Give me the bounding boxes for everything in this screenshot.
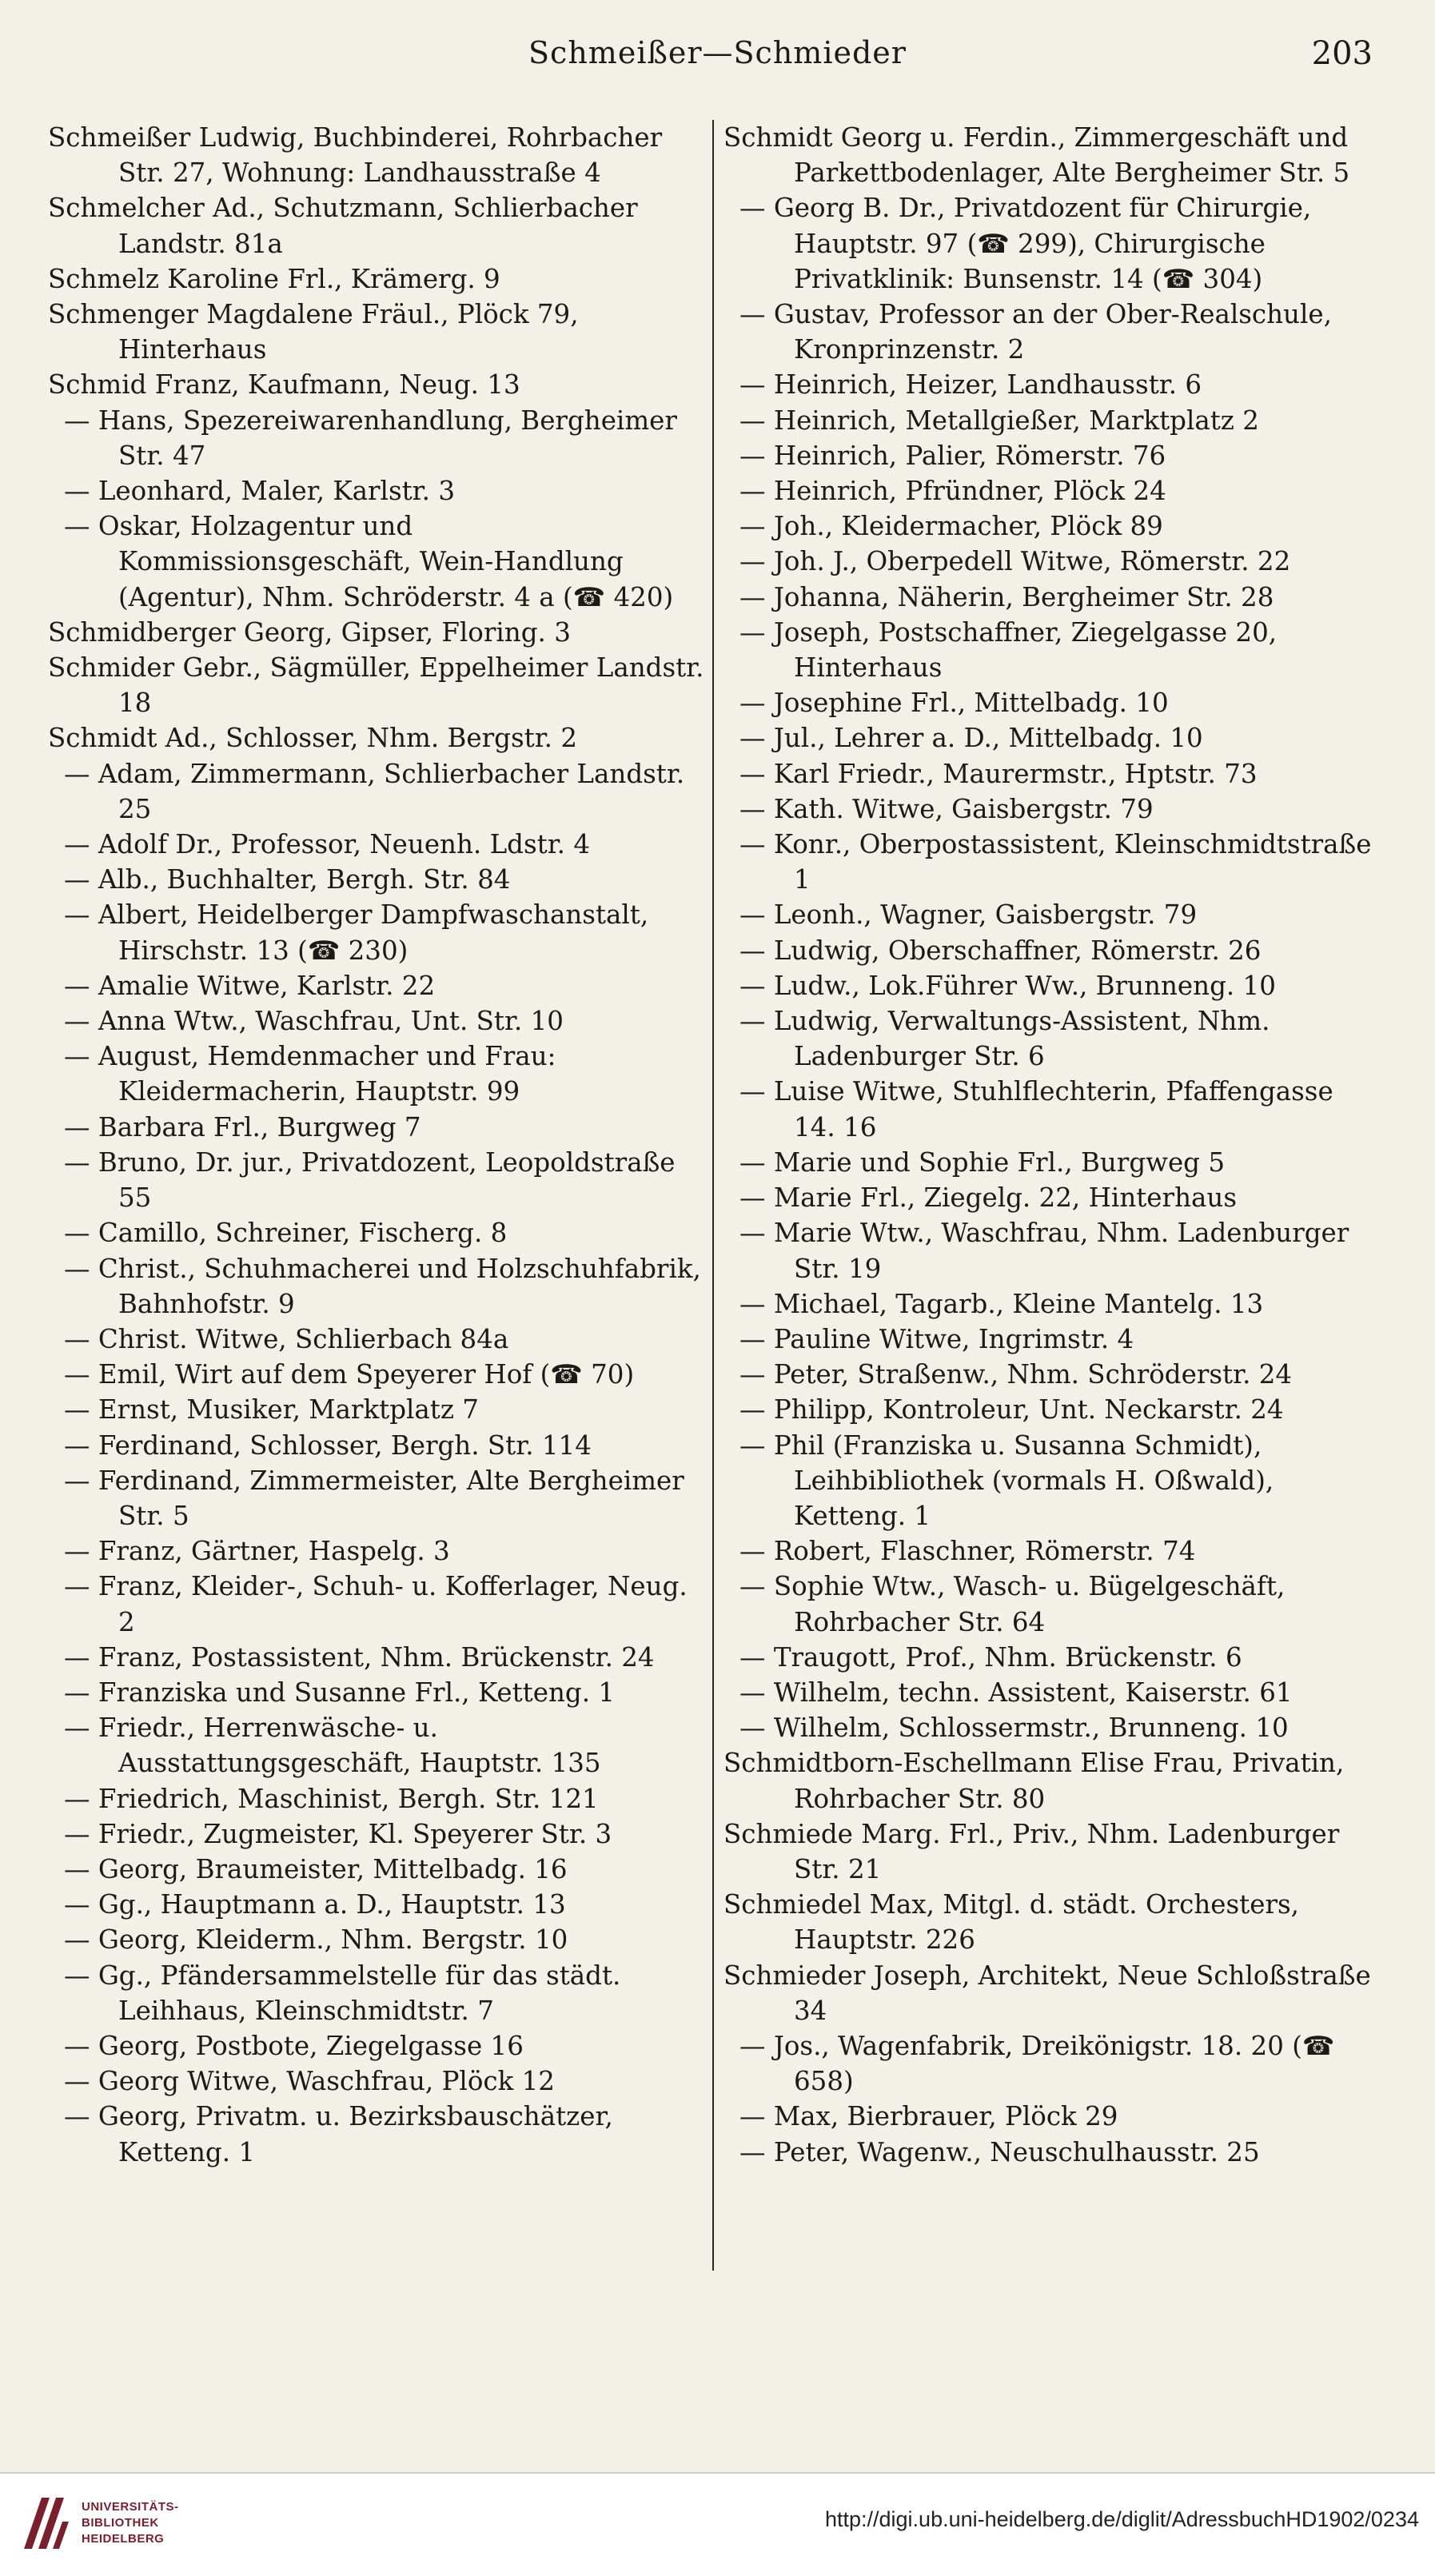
directory-entry: — Franz, Kleider-, Schuh- u. Kofferlager, Neug. 2 [64, 1571, 688, 1637]
directory-entry: — Heinrich, Palier, Römerstr. 76 [739, 440, 1166, 471]
directory-entry: — Josephine Frl., Mittelbadg. 10 [739, 688, 1169, 719]
directory-entry: — Camillo, Schreiner, Fischerg. 8 [64, 1218, 508, 1249]
directory-entry: — Ferdinand, Schlosser, Bergh. Str. 114 [64, 1430, 592, 1461]
directory-entry: — Emil, Wirt auf dem Speyerer Hof (☎ 70) [64, 1359, 635, 1390]
directory-entry: — Leonh., Wagner, Gaisbergstr. 79 [739, 899, 1198, 931]
page-number: 203 [1311, 35, 1373, 72]
directory-entry: — Barbara Frl., Burgweg 7 [64, 1111, 421, 1142]
directory-entry: — Joh. J., Oberpedell Witwe, Römerstr. 22 [739, 546, 1291, 577]
directory-entry: — Christ., Schuhmacherei und Holzschuhfabrik, Bahnhofstr. 9 [64, 1253, 701, 1319]
directory-entry: — Georg B. Dr., Privatdozent für Chirurgie, Hauptstr. 97 (☎ 299), Chirurgische Privatklinik: Bunsenstr. 14 (☎ 304) [739, 193, 1312, 294]
directory-entry: — Friedr., Zugmeister, Kl. Speyerer Str. 3 [64, 1818, 612, 1849]
directory-entry: — Peter, Straßenw., Nhm. Schröderstr. 24 [739, 1359, 1293, 1390]
directory-entry: — Friedrich, Maschinist, Bergh. Str. 121 [64, 1783, 599, 1814]
directory-entry: — Jul., Lehrer a. D., Mittelbadg. 10 [739, 723, 1203, 754]
logo-line-1: UNIVERSITÄTS- [82, 2500, 179, 2514]
directory-entry: — Friedr., Herrenwäsche- u. Ausstattungsgeschäft, Hauptstr. 135 [64, 1713, 601, 1779]
running-title: Schmeißer—Schmieder [528, 35, 907, 70]
directory-entry: — Franziska und Susanne Frl., Ketteng. 1 [64, 1677, 616, 1708]
page-header [0, 35, 1435, 83]
directory-entry: — Luise Witwe, Stuhlflechterin, Pfaffengasse 14. 16 [739, 1076, 1333, 1142]
directory-entry: — Philipp, Kontroleur, Unt. Neckarstr. 24 [739, 1394, 1284, 1426]
directory-entry: — Ludwig, Verwaltungs-Assistent, Nhm. Ladenburger Str. 6 [739, 1006, 1270, 1072]
directory-entry: — Bruno, Dr. jur., Privatdozent, Leopoldstraße 55 [64, 1146, 676, 1214]
directory-entry: — Joh., Kleidermacher, Plöck 89 [739, 511, 1163, 542]
directory-entry: — Joseph, Postschaffner, Ziegelgasse 20, Hinterhaus [739, 616, 1278, 684]
directory-entry: — Franz, Postassistent, Nhm. Brückenstr. 24 [64, 1641, 655, 1673]
directory-entry: — Max, Bierbrauer, Plöck 29 [739, 2101, 1118, 2132]
directory-entry: — Phil (Franziska u. Susanna Schmidt), Leihbibliothek (vormals H. Oßwald), Ketteng. 1 [739, 1430, 1274, 1531]
directory-entry: Schmeißer Ludwig, Buchbinderei, Rohrbacher Str. 27, Wohnung: Landhausstraße 4 [48, 122, 663, 189]
directory-entry: — Georg, Braumeister, Mittelbadg. 16 [64, 1853, 568, 1884]
directory-entry: Schmidt Ad., Schlosser, Nhm. Bergstr. 2 [48, 723, 577, 754]
directory-entry: — Wilhelm, Schlossermstr., Brunneng. 10 [739, 1713, 1289, 1744]
directory-entry: — Hans, Spezereiwarenhandlung, Bergheimer Str. 47 [64, 405, 677, 471]
library-emblem-icon [18, 2491, 74, 2555]
directory-entry: — Oskar, Holzagentur und Kommissionsgeschäft, Wein-Handlung (Agentur), Nhm. Schröderstr. 4 a (☎ 420) [64, 511, 674, 612]
directory-entry: — Albert, Heidelberger Dampfwaschanstalt, Hirschstr. 13 (☎ 230) [64, 899, 649, 966]
directory-entry: — Adam, Zimmermann, Schlierbacher Landstr. 25 [64, 758, 685, 824]
right-column [723, 120, 1375, 2170]
left-column [48, 120, 708, 2170]
source-url-link[interactable]: http://digi.ub.uni-heidelberg.de/diglit/AdressbuchHD1902/0234 [824, 2507, 1419, 2531]
directory-entry: Schmider Gebr., Sägmüller, Eppelheimer Landstr. 18 [48, 652, 704, 719]
footer-bar [0, 2472, 1435, 2576]
directory-entry: — Amalie Witwe, Karlstr. 22 [64, 970, 436, 1001]
directory-entry: — Ludwig, Oberschaffner, Römerstr. 26 [739, 935, 1262, 966]
directory-entry: — Adolf Dr., Professor, Neuenh. Ldstr. 4 [64, 829, 591, 860]
directory-entry: — Johanna, Näherin, Bergheimer Str. 28 [739, 581, 1274, 612]
directory-entry: — Wilhelm, techn. Assistent, Kaiserstr. 61 [739, 1677, 1293, 1708]
directory-entry: — Marie Frl., Ziegelg. 22, Hinterhaus [739, 1182, 1237, 1214]
directory-entry: — Gg., Pfändersammelstelle für das städt. Leihhaus, Kleinschmidtstr. 7 [64, 1960, 621, 2026]
directory-entry: — Alb., Buchhalter, Bergh. Str. 84 [64, 864, 511, 895]
directory-entry: — Jos., Wagenfabrik, Dreikönigstr. 18. 20 (☎ 658) [739, 2030, 1335, 2097]
directory-entry: — Marie Wtw., Waschfrau, Nhm. Ladenburger Str. 19 [739, 1218, 1349, 1284]
directory-entry: — August, Hemdenmacher und Frau: Kleidermacherin, Hauptstr. 99 [64, 1041, 556, 1107]
logo-line-3: HEIDELBERG [82, 2532, 165, 2546]
directory-entry: — Georg, Postbote, Ziegelgasse 16 [64, 2030, 524, 2061]
directory-entry: — Christ. Witwe, Schlierbach 84a [64, 1323, 509, 1354]
library-logo[interactable] [18, 2491, 257, 2558]
directory-entry: — Gustav, Professor an der Ober-Realschule, Kronprinzenstr. 2 [739, 299, 1332, 365]
directory-entry: — Sophie Wtw., Wasch- u. Bügelgeschäft, Rohrbacher Str. 64 [739, 1571, 1286, 1637]
directory-entry: Schmidtborn-Eschellmann Elise Frau, Privatin, Rohrbacher Str. 80 [723, 1748, 1345, 1814]
directory-entry: Schmid Franz, Kaufmann, Neug. 13 [48, 369, 520, 401]
directory-entry: — Heinrich, Heizer, Landhausstr. 6 [739, 369, 1202, 401]
directory-entry: — Leonhard, Maler, Karlstr. 3 [64, 476, 455, 507]
logo-line-2: BIBLIOTHEK [82, 2516, 159, 2530]
directory-entry: — Marie und Sophie Frl., Burgweg 5 [739, 1146, 1225, 1178]
directory-entry: — Ferdinand, Zimmermeister, Alte Bergheimer Str. 5 [64, 1465, 684, 1531]
library-name [82, 2499, 179, 2547]
directory-entry: — Anna Wtw., Waschfrau, Unt. Str. 10 [64, 1006, 564, 1037]
directory-entry: — Peter, Wagenw., Neuschulhausstr. 25 [739, 2136, 1260, 2167]
directory-entry: — Georg Witwe, Waschfrau, Plöck 12 [64, 2066, 555, 2097]
directory-entry: — Georg, Privatm. u. Bezirksbauschätzer, Ketteng. 1 [64, 2101, 613, 2167]
directory-entry: — Michael, Tagarb., Kleine Mantelg. 13 [739, 1288, 1264, 1319]
directory-entry: Schmiede Marg. Frl., Priv., Nhm. Ladenburger Str. 21 [723, 1818, 1340, 1884]
directory-entry: Schmelz Karoline Frl., Krämerg. 9 [48, 263, 500, 294]
directory-entry: — Traugott, Prof., Nhm. Brückenstr. 6 [739, 1641, 1242, 1673]
directory-entry: — Kath. Witwe, Gaisbergstr. 79 [739, 793, 1154, 824]
directory-entry: — Pauline Witwe, Ingrimstr. 4 [739, 1323, 1134, 1354]
directory-entry: Schmenger Magdalene Fräul., Plöck 79, Hinterhaus [48, 299, 579, 365]
directory-entry: — Ludw., Lok.Führer Ww., Brunneng. 10 [739, 970, 1276, 1001]
directory-entry: — Ernst, Musiker, Marktplatz 7 [64, 1394, 479, 1426]
directory-entry: Schmelcher Ad., Schutzmann, Schlierbacher Landstr. 81a [48, 193, 638, 259]
directory-entry: Schmieder Joseph, Architekt, Neue Schloßstraße 34 [723, 1960, 1371, 2026]
directory-entry: — Gg., Hauptmann a. D., Hauptstr. 13 [64, 1889, 566, 1920]
directory-entry: — Konr., Oberpostassistent, Kleinschmidtstraße 1 [739, 829, 1372, 895]
directory-entry: Schmidt Georg u. Ferdin., Zimmergeschäft und Parkettbodenlager, Alte Bergheimer Str. 5 [723, 122, 1350, 189]
directory-entry: — Franz, Gärtner, Haspelg. 3 [64, 1536, 450, 1567]
directory-entry: Schmidberger Georg, Gipser, Floring. 3 [48, 616, 571, 648]
directory-entry: — Georg, Kleiderm., Nhm. Bergstr. 10 [64, 1924, 568, 1956]
directory-entry: — Robert, Flaschner, Römerstr. 74 [739, 1536, 1196, 1567]
directory-entry: Schmiedel Max, Mitgl. d. städt. Orchesters, Hauptstr. 226 [723, 1889, 1300, 1956]
directory-entry: — Heinrich, Pfründner, Plöck 24 [739, 476, 1166, 507]
column-divider [712, 120, 714, 2271]
directory-entry: — Heinrich, Metallgießer, Marktplatz 2 [739, 405, 1259, 436]
directory-entry: — Karl Friedr., Maurermstr., Hptstr. 73 [739, 758, 1258, 789]
